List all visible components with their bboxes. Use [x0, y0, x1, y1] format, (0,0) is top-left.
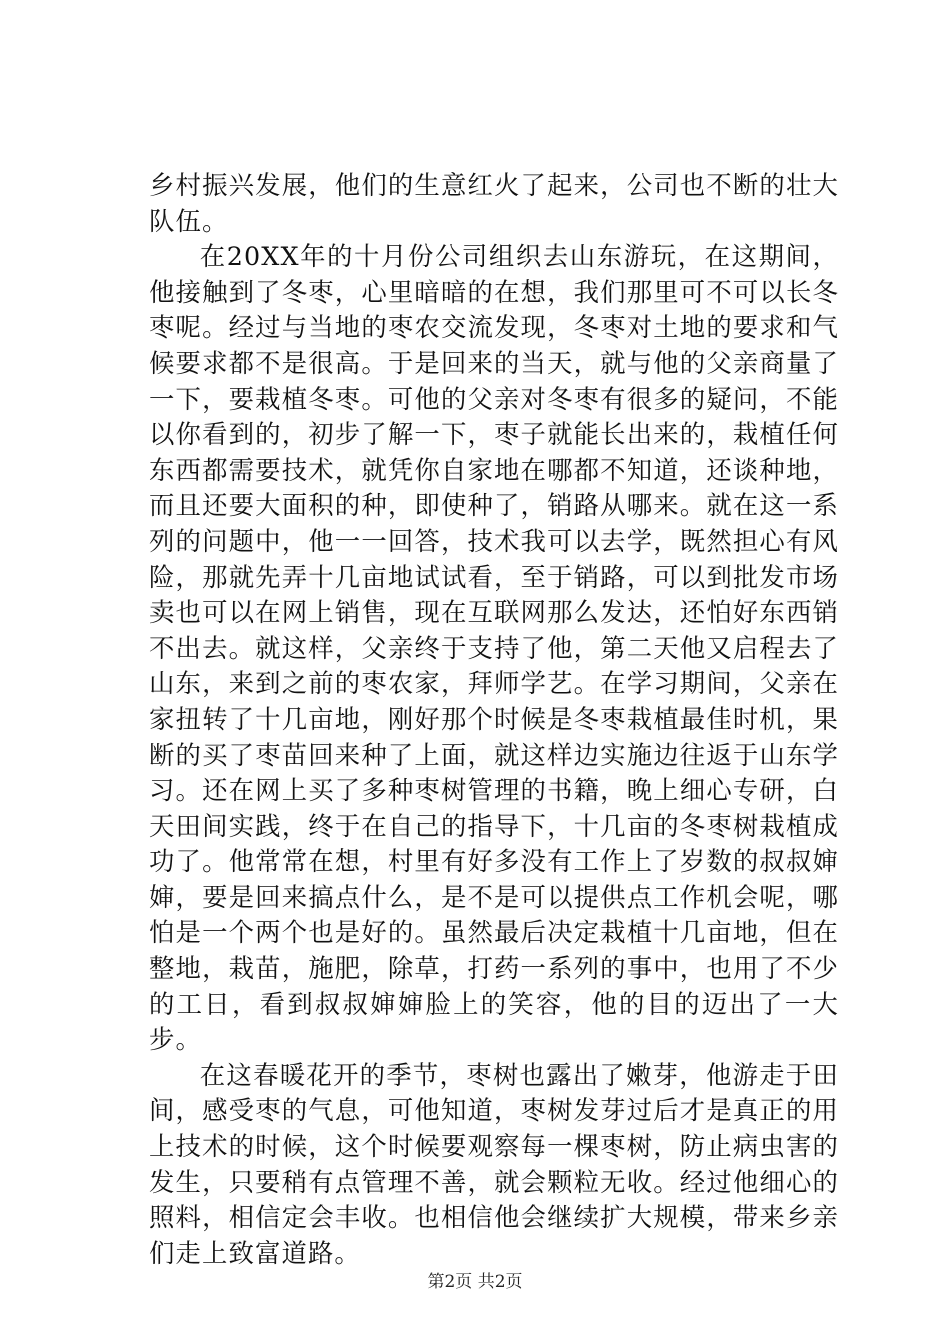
- document-body: [149, 168, 839, 1271]
- page-number-footer: 第2页 共2页: [427, 1272, 523, 1292]
- paragraph-spring-growth: 在这春暖花开的季节，枣树也露出了嫩芽，他游走于田间，感受枣的气息，可他知道，枣树发芽过后才是真正的用上技术的时候，这个时候要观察每一棵枣树，防止病虫害的发生，只要稍有点管理不善，就会颗粒无收。经过他细心的照料，相信定会丰收。也相信他会继续扩大规模，带来乡亲们走上致富道路。: [149, 1059, 839, 1268]
- paragraph-continuation: 乡村振兴发展，他们的生意红火了起来，公司也不断的壮大队伍。: [149, 170, 839, 236]
- paragraph-winter-jujube-planting: 在20XX年的十月份公司组织去山东游玩，在这期间，他接触到了冬枣，心里暗暗的在想，我们那里可不可以长冬枣呢。经过与当地的枣农交流发现，冬枣对土地的要求和气候要求都不是很高。于是回来的当天，就与他的父亲商量了一下，要栽植冬枣。可他的父亲对冬枣有很多的疑问，不能以你看到的，初步了解一下，枣子就能长出来的，栽植任何东西都需要技术，就凭你自家地在哪都不知道，还谈种地，而且还要大面积的种，即使种了，销路从哪来。就在这一系列的问题中，他一一回答，技术我可以去学，既然担心有风险，那就先弄十几亩地试试看，至于销路，可以到批发市场卖也可以在网上销售，现在互联网那么发达，还怕好东西销不出去。就这样，父亲终于支持了他，第二天他又启程去了山东，来到之前的枣农家，拜师学艺。在学习期间，父亲在家扭转了十几亩地，刚好那个时候是冬枣栽植最佳时机，果断的买了枣苗回来种了上面，就这样边实施边往返于山东学习。还在网上买了多种枣树管理的书籍，晚上细心专研，白天田间实践，终于在自己的指导下，十几亩的冬枣树栽植成功了。他常常在想，村里有好多没有工作上了岁数的叔叔婶婶，要是回来搞点什么，是不是可以提供点工作机会呢，哪怕是一个两个也是好的。虽然最后决定栽植十几亩地，但在整地，栽苗，施肥，除草，打药一系列的事中，也用了不少的工日，看到叔叔婶婶脸上的笑容，他的目的迈出了一大步。: [149, 241, 839, 1055]
